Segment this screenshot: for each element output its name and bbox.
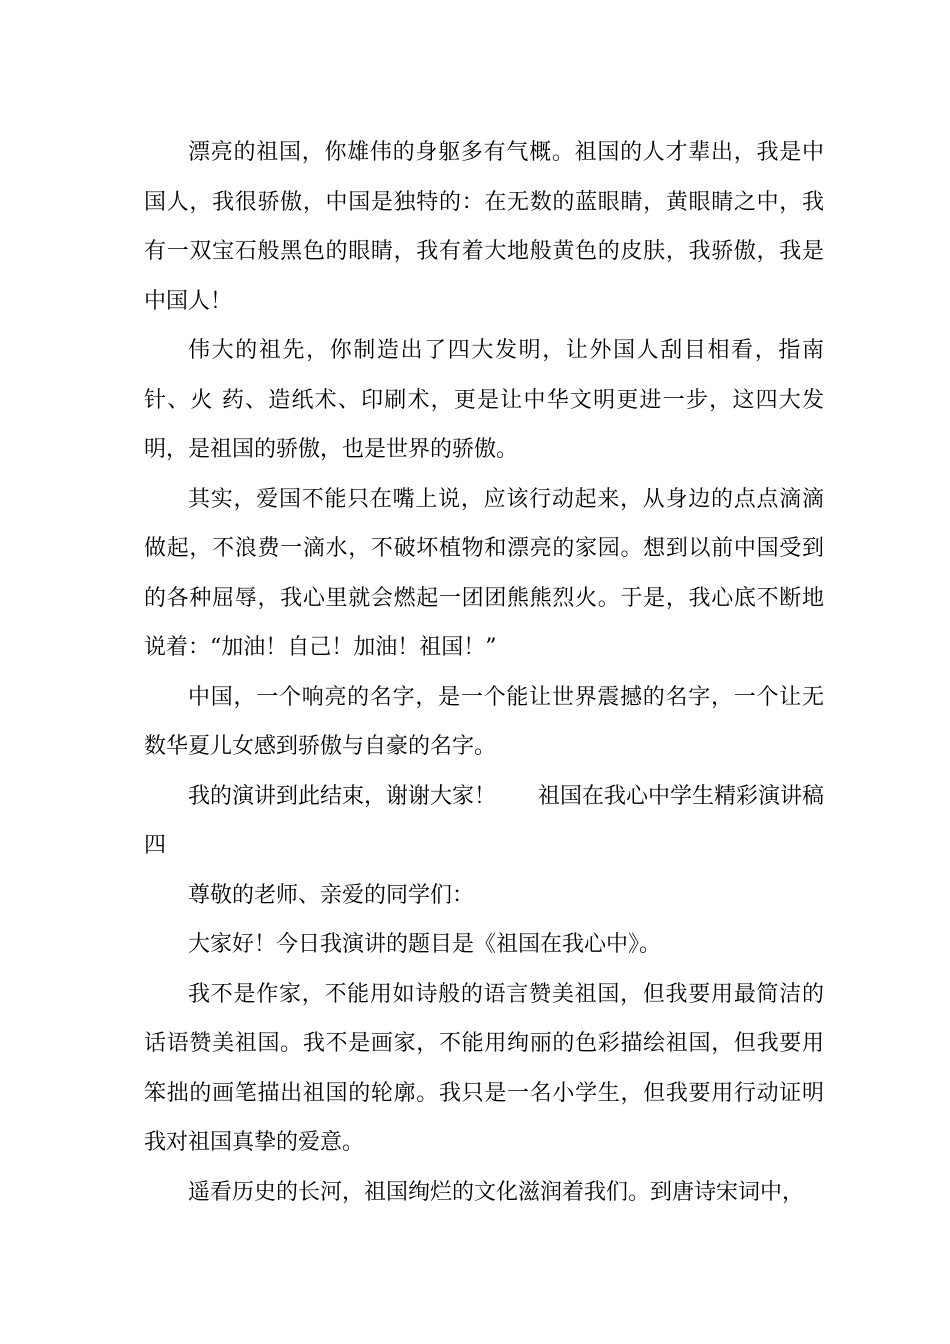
paragraph-2: 伟大的祖先，你制造出了四大发明，让外国人刮目相看，指南针、火 药、造纸术、印刷术，更是让中华文明更进一步，这四大发明，是祖国的骄傲，也是世界的骄傲。 <box>144 338 824 462</box>
paragraph-9: 遥看历史的长河，祖国绚烂的文化滋润着我们。到唐诗宋词中， <box>188 1179 805 1205</box>
paragraph-6: 尊敬的老师、亲爱的同学们： <box>188 882 475 908</box>
paragraph-3: 其实，爱国不能只在嘴上说，应该行动起来，从身边的点点滴滴做起，不浪费一滴水，不破坏植物和漂亮的家园。想到以前中国受到的各种屈辱，我心里就会燃起一团团熊熊烈火。于是，我心底不断地说着：“加油！自己！加油！祖国！” <box>144 486 824 660</box>
paragraph-4: 中国，一个响亮的名字，是一个能让世界震撼的名字，一个让无数华夏儿女感到骄傲与自豪的名字。 <box>144 684 824 759</box>
paragraph-5: 我的演讲到此结束，谢谢大家！ 祖国在我心中学生精彩演讲稿四 <box>144 783 824 858</box>
paragraph-8: 我不是作家，不能用如诗般的语言赞美祖国，但我要用最简洁的话语赞美祖国。我不是画家，不能用绚丽的色彩描绘祖国，但我要用笨拙的画笔描出祖国的轮廓。我只是一名小学生，但我要用行动证明我对祖国真挚的爱意。 <box>144 981 824 1155</box>
paragraph-7: 大家好！今日我演讲的题目是《祖国在我心中》。 <box>188 932 662 957</box>
document-page <box>144 128 824 1217</box>
paragraph-1: 漂亮的祖国，你雄伟的身躯多有气概。祖国的人才辈出，我是中国人，我很骄傲，中国是独特的：在无数的蓝眼睛，黄眼睛之中，我有一双宝石般黑色的眼睛，我有着大地般黄色的皮肤，我骄傲，我是中国人！ <box>144 140 824 314</box>
